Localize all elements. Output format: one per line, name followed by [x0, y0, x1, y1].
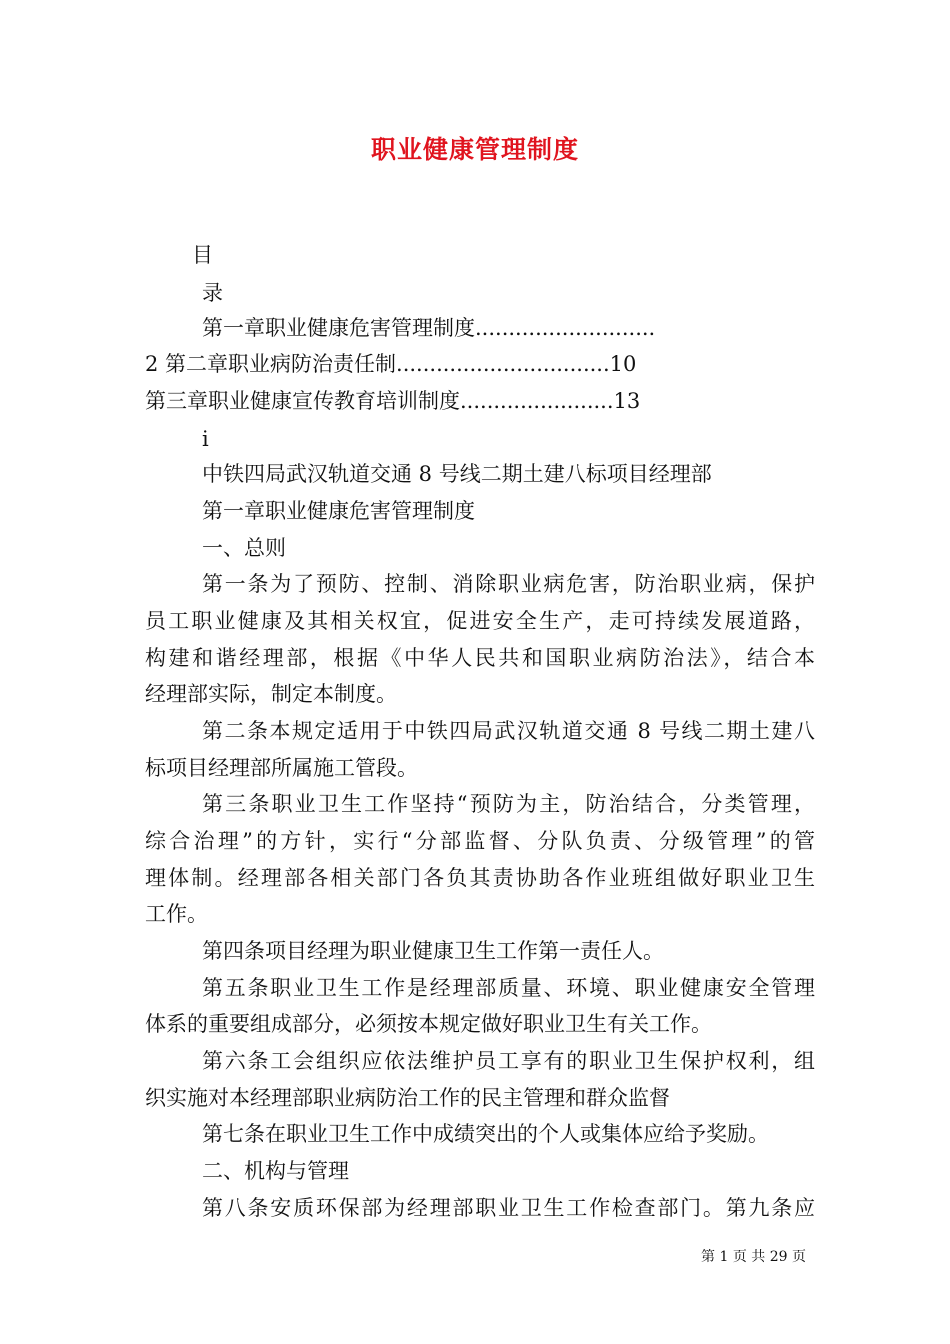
toc-entry-1: 第一章职业健康危害管理制度........................... [202, 316, 656, 340]
article-5-line-1: 第五条职业卫生工作是经理部质量、环境、职业健康安全管理 [202, 976, 815, 1000]
toc-heading-lu: 录 [202, 281, 223, 305]
article-4: 第四条项目经理为职业健康卫生工作第一责任人。 [202, 939, 664, 963]
section-2-title: 二、机构与管理 [202, 1159, 349, 1183]
article-3-line-2: 综合治理”的方针，实行“分部监督、分队负责、分级管理”的管 [145, 829, 815, 853]
chapter-1-title: 第一章职业健康危害管理制度 [202, 499, 475, 523]
article-1-line-2: 员工职业健康及其相关权宜，促进安全生产，走可持续发展道路， [145, 609, 815, 633]
toc-entry-3: 第三章职业健康宣传教育培训制度.......................13 [145, 389, 641, 413]
article-3-line-3: 理体制。经理部各相关部门各负其责协助各作业班组做好职业卫生 [145, 866, 815, 890]
page-number-footer: 第 1 页 共 29 页 [701, 1249, 806, 1265]
organization-name: 中铁四局武汉轨道交通 8 号线二期土建八标项目经理部 [202, 462, 712, 486]
article-7: 第七条在职业卫生工作中成绩突出的个人或集体应给予奖励。 [202, 1122, 769, 1146]
article-6-line-2: 织实施对本经理部职业病防治工作的民主管理和群众监督 [145, 1086, 670, 1110]
document-title: 职业健康管理制度 [370, 135, 579, 164]
toc-heading-mu: 目 [192, 243, 213, 267]
section-1-title: 一、总则 [202, 536, 286, 560]
article-1-line-4: 经理部实际，制定本制度。 [145, 682, 397, 706]
article-6-line-1: 第六条工会组织应依法维护员工享有的职业卫生保护权利，组 [202, 1049, 815, 1073]
toc-roman-page: i [202, 427, 209, 451]
article-3-line-1: 第三条职业卫生工作坚持“预防为主，防治结合，分类管理， [202, 792, 815, 816]
article-3-line-4: 工作。 [145, 902, 208, 926]
article-1-line-3: 构建和谐经理部，根据《中华人民共和国职业病防治法》，结合本 [145, 646, 815, 670]
article-5-line-2: 体系的重要组成部分，必须按本规定做好职业卫生有关工作。 [145, 1012, 712, 1036]
article-2-line-1: 第二条本规定适用于中铁四局武汉轨道交通 8 号线二期土建八 [202, 719, 815, 743]
article-2-line-2: 标项目经理部所属施工管段。 [145, 756, 418, 780]
toc-entry-2: 2 第二章职业病防治责任制................................10 [145, 352, 637, 376]
article-8: 第八条安质环保部为经理部职业卫生工作检查部门。第九条应 [202, 1196, 815, 1220]
article-1-line-1: 第一条为了预防、控制、消除职业病危害，防治职业病，保护 [202, 572, 815, 596]
